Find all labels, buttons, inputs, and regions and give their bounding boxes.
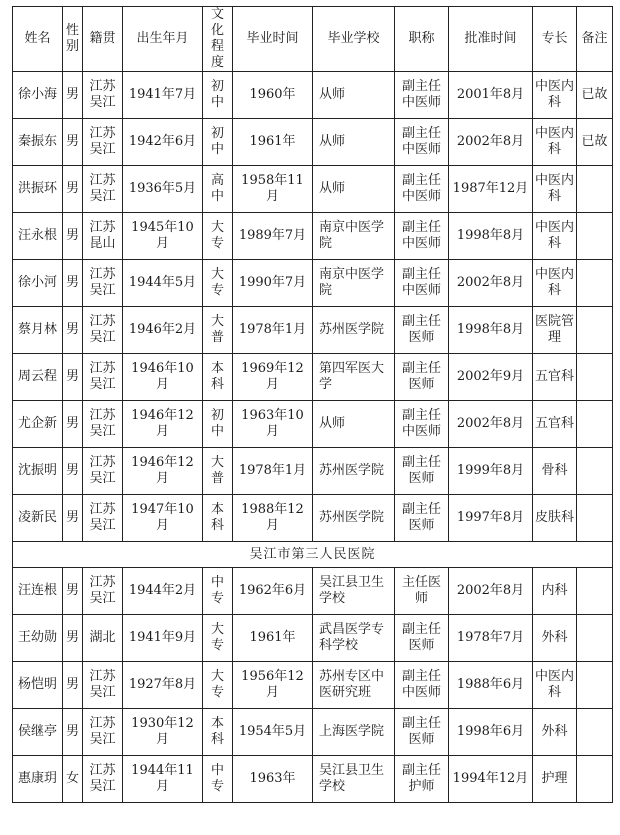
cell-title: 副主任中医师 bbox=[395, 213, 449, 260]
cell-approval-time: 2002年8月 bbox=[449, 568, 533, 615]
cell-education: 大专 bbox=[203, 213, 233, 260]
cell-education: 初中 bbox=[203, 401, 233, 448]
cell-approval-time: 2002年8月 bbox=[449, 260, 533, 307]
cell-title: 副主任医师 bbox=[395, 354, 449, 401]
cell-school: 苏州医学院 bbox=[313, 307, 395, 354]
cell-remarks bbox=[577, 448, 613, 495]
cell-education: 大专 bbox=[203, 260, 233, 307]
header-name: 姓名 bbox=[13, 7, 63, 72]
cell-remarks bbox=[577, 260, 613, 307]
cell-native-place: 江苏昆山 bbox=[83, 213, 123, 260]
cell-title: 副主任中医师 bbox=[395, 401, 449, 448]
cell-graduation-time: 1963年 bbox=[233, 756, 313, 803]
cell-birth-date: 1944年5月 bbox=[123, 260, 203, 307]
cell-name: 周云程 bbox=[13, 354, 63, 401]
table-row bbox=[13, 307, 613, 354]
cell-native-place: 江苏吴江 bbox=[83, 568, 123, 615]
cell-specialty: 中医内科 bbox=[533, 72, 577, 119]
cell-name: 徐小海 bbox=[13, 72, 63, 119]
cell-graduation-time: 1960年 bbox=[233, 72, 313, 119]
cell-specialty: 医院管理 bbox=[533, 307, 577, 354]
cell-education: 本科 bbox=[203, 354, 233, 401]
cell-school: 第四军医大学 bbox=[313, 354, 395, 401]
header-approval-time: 批准时间 bbox=[449, 7, 533, 72]
cell-specialty: 外科 bbox=[533, 615, 577, 662]
cell-approval-time: 1988年6月 bbox=[449, 662, 533, 709]
cell-graduation-time: 1956年12月 bbox=[233, 662, 313, 709]
header-birth-date: 出生年月 bbox=[123, 7, 203, 72]
cell-native-place: 江苏吴江 bbox=[83, 307, 123, 354]
cell-approval-time: 1994年12月 bbox=[449, 756, 533, 803]
cell-title: 副主任医师 bbox=[395, 307, 449, 354]
cell-education: 大普 bbox=[203, 448, 233, 495]
cell-gender: 男 bbox=[63, 354, 83, 401]
cell-school: 苏州医学院 bbox=[313, 448, 395, 495]
cell-gender: 男 bbox=[63, 166, 83, 213]
cell-name: 沈振明 bbox=[13, 448, 63, 495]
cell-remarks bbox=[577, 354, 613, 401]
table-row bbox=[13, 756, 613, 803]
cell-native-place: 江苏吴江 bbox=[83, 72, 123, 119]
cell-name: 凌新民 bbox=[13, 495, 63, 542]
cell-specialty: 外科 bbox=[533, 709, 577, 756]
cell-graduation-time: 1958年11月 bbox=[233, 166, 313, 213]
cell-school: 从师 bbox=[313, 119, 395, 166]
cell-school: 武昌医学专科学校 bbox=[313, 615, 395, 662]
cell-gender: 男 bbox=[63, 72, 83, 119]
cell-gender: 男 bbox=[63, 568, 83, 615]
table-row bbox=[13, 495, 613, 542]
cell-title: 副主任医师 bbox=[395, 495, 449, 542]
cell-birth-date: 1930年12月 bbox=[123, 709, 203, 756]
cell-specialty: 中医内科 bbox=[533, 119, 577, 166]
cell-remarks bbox=[577, 615, 613, 662]
cell-birth-date: 1941年9月 bbox=[123, 615, 203, 662]
table-body-bottom bbox=[13, 568, 613, 803]
header-gender: 性别 bbox=[63, 7, 83, 72]
cell-school: 苏州专区中医研究班 bbox=[313, 662, 395, 709]
cell-title: 副主任中医师 bbox=[395, 72, 449, 119]
cell-native-place: 江苏吴江 bbox=[83, 354, 123, 401]
header-native-place: 籍贯 bbox=[83, 7, 123, 72]
cell-native-place: 江苏吴江 bbox=[83, 166, 123, 213]
cell-school: 吴江县卫生学校 bbox=[313, 756, 395, 803]
cell-title: 副主任中医师 bbox=[395, 260, 449, 307]
cell-school: 从师 bbox=[313, 166, 395, 213]
cell-name: 惠康玥 bbox=[13, 756, 63, 803]
cell-native-place: 江苏吴江 bbox=[83, 448, 123, 495]
table-row bbox=[13, 166, 613, 213]
cell-gender: 男 bbox=[63, 495, 83, 542]
cell-education: 大普 bbox=[203, 307, 233, 354]
section-row bbox=[13, 542, 613, 568]
cell-remarks bbox=[577, 307, 613, 354]
cell-school: 苏州医学院 bbox=[313, 495, 395, 542]
cell-approval-time: 2002年9月 bbox=[449, 354, 533, 401]
header-title: 职称 bbox=[395, 7, 449, 72]
cell-approval-time: 1997年8月 bbox=[449, 495, 533, 542]
table-row bbox=[13, 568, 613, 615]
cell-gender: 男 bbox=[63, 260, 83, 307]
cell-gender: 男 bbox=[63, 119, 83, 166]
table-row bbox=[13, 72, 613, 119]
cell-specialty: 中医内科 bbox=[533, 260, 577, 307]
cell-graduation-time: 1978年1月 bbox=[233, 307, 313, 354]
cell-name: 洪振环 bbox=[13, 166, 63, 213]
cell-specialty: 中医内科 bbox=[533, 166, 577, 213]
cell-title: 副主任中医师 bbox=[395, 662, 449, 709]
personnel-table bbox=[12, 6, 613, 803]
cell-birth-date: 1946年12月 bbox=[123, 401, 203, 448]
cell-name: 汪连根 bbox=[13, 568, 63, 615]
cell-remarks bbox=[577, 756, 613, 803]
cell-graduation-time: 1954年5月 bbox=[233, 709, 313, 756]
table-row bbox=[13, 401, 613, 448]
table-row bbox=[13, 354, 613, 401]
header-remarks: 备注 bbox=[577, 7, 613, 72]
cell-birth-date: 1944年11月 bbox=[123, 756, 203, 803]
cell-graduation-time: 1962年6月 bbox=[233, 568, 313, 615]
cell-title: 副主任医师 bbox=[395, 615, 449, 662]
cell-graduation-time: 1990年7月 bbox=[233, 260, 313, 307]
cell-birth-date: 1936年5月 bbox=[123, 166, 203, 213]
cell-remarks bbox=[577, 401, 613, 448]
cell-education: 初中 bbox=[203, 119, 233, 166]
header-school: 毕业学校 bbox=[313, 7, 395, 72]
cell-title: 副主任中医师 bbox=[395, 119, 449, 166]
cell-birth-date: 1947年10月 bbox=[123, 495, 203, 542]
cell-approval-time: 1978年7月 bbox=[449, 615, 533, 662]
cell-graduation-time: 1963年10月 bbox=[233, 401, 313, 448]
cell-gender: 男 bbox=[63, 401, 83, 448]
cell-birth-date: 1946年2月 bbox=[123, 307, 203, 354]
table-row bbox=[13, 260, 613, 307]
cell-title: 副主任中医师 bbox=[395, 166, 449, 213]
cell-remarks bbox=[577, 662, 613, 709]
cell-birth-date: 1944年2月 bbox=[123, 568, 203, 615]
cell-gender: 男 bbox=[63, 307, 83, 354]
cell-school: 南京中医学院 bbox=[313, 260, 395, 307]
table-row bbox=[13, 709, 613, 756]
cell-education: 中专 bbox=[203, 756, 233, 803]
cell-birth-date: 1946年12月 bbox=[123, 448, 203, 495]
cell-approval-time: 1987年12月 bbox=[449, 166, 533, 213]
cell-graduation-time: 1969年12月 bbox=[233, 354, 313, 401]
personnel-table-container bbox=[12, 6, 613, 803]
cell-approval-time: 1998年6月 bbox=[449, 709, 533, 756]
cell-native-place: 江苏吴江 bbox=[83, 401, 123, 448]
cell-education: 高中 bbox=[203, 166, 233, 213]
cell-specialty: 五官科 bbox=[533, 401, 577, 448]
cell-native-place: 江苏吴江 bbox=[83, 495, 123, 542]
cell-education: 大专 bbox=[203, 662, 233, 709]
cell-school: 南京中医学院 bbox=[313, 213, 395, 260]
header-education: 文化程度 bbox=[203, 7, 233, 72]
cell-remarks bbox=[577, 213, 613, 260]
cell-native-place: 湖北 bbox=[83, 615, 123, 662]
cell-approval-time: 1999年8月 bbox=[449, 448, 533, 495]
cell-name: 蔡月林 bbox=[13, 307, 63, 354]
cell-approval-time: 2002年8月 bbox=[449, 401, 533, 448]
table-body-top bbox=[13, 72, 613, 542]
cell-birth-date: 1941年7月 bbox=[123, 72, 203, 119]
cell-remarks bbox=[577, 166, 613, 213]
cell-specialty: 内科 bbox=[533, 568, 577, 615]
cell-gender: 女 bbox=[63, 756, 83, 803]
cell-education: 大专 bbox=[203, 615, 233, 662]
cell-education: 初中 bbox=[203, 72, 233, 119]
cell-approval-time: 2002年8月 bbox=[449, 119, 533, 166]
cell-remarks bbox=[577, 495, 613, 542]
table-row bbox=[13, 213, 613, 260]
cell-graduation-time: 1978年1月 bbox=[233, 448, 313, 495]
cell-name: 秦振东 bbox=[13, 119, 63, 166]
cell-title: 主任医师 bbox=[395, 568, 449, 615]
cell-gender: 男 bbox=[63, 615, 83, 662]
table-row bbox=[13, 448, 613, 495]
table-row bbox=[13, 662, 613, 709]
cell-gender: 男 bbox=[63, 448, 83, 495]
cell-specialty: 五官科 bbox=[533, 354, 577, 401]
cell-school: 吴江县卫生学校 bbox=[313, 568, 395, 615]
section-divider bbox=[13, 542, 613, 568]
cell-gender: 男 bbox=[63, 662, 83, 709]
cell-name: 王幼勋 bbox=[13, 615, 63, 662]
section-title: 吴江市第三人民医院 bbox=[13, 542, 613, 568]
table-row bbox=[13, 615, 613, 662]
header-specialty: 专长 bbox=[533, 7, 577, 72]
cell-name: 尤企新 bbox=[13, 401, 63, 448]
cell-school: 从师 bbox=[313, 72, 395, 119]
cell-approval-time: 2001年8月 bbox=[449, 72, 533, 119]
cell-specialty: 皮肤科 bbox=[533, 495, 577, 542]
table-row bbox=[13, 119, 613, 166]
cell-approval-time: 1998年8月 bbox=[449, 213, 533, 260]
cell-native-place: 江苏吴江 bbox=[83, 119, 123, 166]
cell-birth-date: 1946年10月 bbox=[123, 354, 203, 401]
cell-birth-date: 1942年6月 bbox=[123, 119, 203, 166]
cell-title: 副主任医师 bbox=[395, 448, 449, 495]
cell-name: 汪永根 bbox=[13, 213, 63, 260]
cell-education: 本科 bbox=[203, 495, 233, 542]
cell-remarks: 已故 bbox=[577, 72, 613, 119]
header-row bbox=[13, 7, 613, 72]
cell-specialty: 骨科 bbox=[533, 448, 577, 495]
cell-specialty: 护理 bbox=[533, 756, 577, 803]
cell-graduation-time: 1989年7月 bbox=[233, 213, 313, 260]
cell-remarks: 已故 bbox=[577, 119, 613, 166]
header-graduation-time: 毕业时间 bbox=[233, 7, 313, 72]
cell-name: 侯继亭 bbox=[13, 709, 63, 756]
cell-remarks bbox=[577, 709, 613, 756]
cell-native-place: 江苏吴江 bbox=[83, 260, 123, 307]
cell-graduation-time: 1961年 bbox=[233, 119, 313, 166]
cell-title: 副主任护师 bbox=[395, 756, 449, 803]
cell-gender: 男 bbox=[63, 709, 83, 756]
cell-native-place: 江苏吴江 bbox=[83, 662, 123, 709]
cell-birth-date: 1945年10月 bbox=[123, 213, 203, 260]
cell-birth-date: 1927年8月 bbox=[123, 662, 203, 709]
cell-native-place: 江苏吴江 bbox=[83, 709, 123, 756]
cell-native-place: 江苏吴江 bbox=[83, 756, 123, 803]
cell-approval-time: 1998年8月 bbox=[449, 307, 533, 354]
cell-graduation-time: 1961年 bbox=[233, 615, 313, 662]
cell-remarks bbox=[577, 568, 613, 615]
cell-name: 徐小河 bbox=[13, 260, 63, 307]
cell-graduation-time: 1988年12月 bbox=[233, 495, 313, 542]
cell-name: 杨恺明 bbox=[13, 662, 63, 709]
cell-specialty: 中医内科 bbox=[533, 213, 577, 260]
cell-education: 中专 bbox=[203, 568, 233, 615]
cell-title: 副主任医师 bbox=[395, 709, 449, 756]
cell-education: 本科 bbox=[203, 709, 233, 756]
cell-school: 从师 bbox=[313, 401, 395, 448]
cell-school: 上海医学院 bbox=[313, 709, 395, 756]
cell-gender: 男 bbox=[63, 213, 83, 260]
cell-specialty: 中医内科 bbox=[533, 662, 577, 709]
